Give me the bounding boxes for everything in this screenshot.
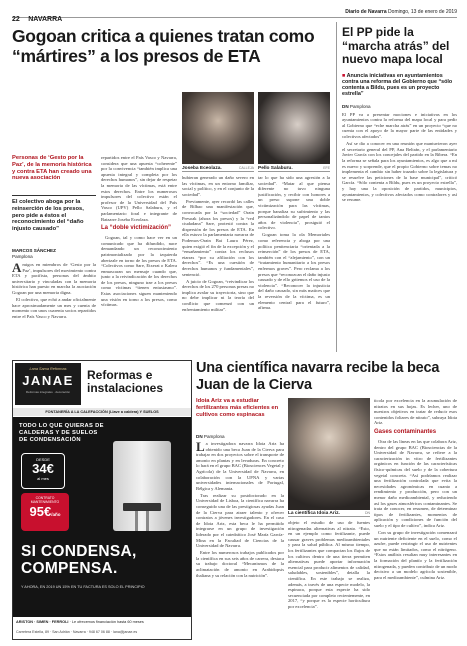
story2-bullet: ■ Anuncia iniciativas en ayuntamientos contra una reforma del Gobierno que “sólo contenta a Bildu, pues es un proyecto estrella” <box>342 72 453 98</box>
ad-price1-badge: DESDE 34€ al mes <box>21 453 65 489</box>
story1-column2: repartidos entre el País Vasco y Navarra, considera que una apuesta “coherente” por la convivencia “también implica una apuesta integral y completa por los derechos humanos”, sin dejar de respetar la memoria de las víctimas, está entre estos derechos. Entre los numerosos impulsores del colectivo están el profesor de la Universidad del País Vasco (UPV) Pello Salaburu, y el parlamentario foral e integrante de Batzarre Joseba Eceolaza. La “doble victimización” Gogoan, tal y como hace ver en un comunicado que ha difundido, nace demandando un reconocimiento patrimonializado por la izquierda abertzale en torno de los presos de ETA. “Colectivos como Sare, Etxerat o Kalera enmascaran un mensaje cuando que, junto a la reivindicación de los derechos de los presos, ninguno trae a los presos como víctimas “tienen entusiasmo”. Estas asociaciones siguen manteniendo una visión en torno a los presos, como víctimas. <box>101 155 177 308</box>
ad-price2-badge: CONTRATO MANTENIMIENTO 95€/año <box>21 493 69 531</box>
ad-slogan: SI CONDENSA, COMPENSA. <box>21 543 137 577</box>
photo-idoia-ariz <box>288 398 370 510</box>
photo3-caption: La científica Idoia Ariz. DN <box>288 511 370 516</box>
story2-tagline: DN Pamplona <box>342 103 371 109</box>
masthead: Diario de Navarra <box>345 9 387 15</box>
story1-subhead: La “doble victimización” <box>101 225 172 232</box>
ad-offer: TODO LO QUE QUIERAS DE CALDERAS Y DE SUELOS DE CONDENSACIÓN <box>19 423 104 443</box>
story3-standfirst: Idoia Ariz va a estudiar fertilizantes más eficientes en cultivos como espinacas <box>196 398 279 418</box>
byline-place: Pamplona <box>12 253 33 259</box>
story2-headline: El PP pide la “marcha atrás” del nuevo mapa local <box>342 25 450 66</box>
boiler-image <box>113 441 171 531</box>
photo1-caption: Joseba Eceolaza. CALLEJA <box>182 166 254 171</box>
ad-brand-small: Lana Sama Reformas <box>29 367 67 371</box>
story1-column3: hubieran generado un daño severo en las víctimas, en un entorno familiar, social y político, y en el conjunto de la sociedad”. Previamente, ayer recordó las calles de Bilbao una manifestación que, convocada por la “sociedad” Orain Presoak (ahora los presos) y la “red ciudadana” Sare, protestó contra la dispersión de los presos de ETA. En ella estuvo la parlamentaria navarra de Podemos-Orain Bai Laura Pérez, quien exigió el fin de la excepción y el “ensañamiento” contra los reclusos etarras “por su afiliación con los derechos”. “Es una cuestión de derechos humanos y fundamentales”, sentenció. A juicio de Gogoan, “reivindicar los derechos de los 270 personas presas no implica avalar su trayectoria, sino que no debe implicar ni la teoría del conflicto que comenzó con un enfrentamiento militar”. <box>182 175 254 312</box>
story3-headline: Una científica navarra recibe la beca Juan de la Cierva <box>196 360 440 393</box>
date: Domingo, 13 de enero de 2019 <box>388 9 457 15</box>
ad-brand-box <box>15 363 81 405</box>
ad-small-print: Y AHORA, EN 2019 UN 15% EN TU FACTURA ES SOLO EL PRINCIPIO <box>21 585 145 589</box>
ad-title: Reformas e instalaciones <box>87 368 164 395</box>
story1-byline <box>12 248 96 259</box>
ad-financing-strip: FONTANERÍA A LA CALEFACCIÓN (Llave a caldera) Y SUELOS <box>13 408 191 416</box>
story2-body: El PP va a presentar mociones e iniciativas en los ayuntamientos contra la reforma del mapa local y para pedir al Gobierno que “eche marcha atrás” en un proyecto “que no cuenta con el apoyo de la mayor parte de las entidades y colectivos afectados”. Así se dio a conocer en una reunión que mantuvieron ayer el secretario general del PP, Ana Beltrán, y el parlamentario Javier García con los concejales del partido en la Ribera. “En la reforma se señala para los ayuntamientos, es algo que a mí es nuevo y sorprende, que el propio Gobierno sobre temas no implementa el cambio sin haber trazado sobre la legislatura y se resuelve las peticiones de la base municipal”, criticó García. “Sólo contenta a Bildu, pues es un proyecto estrella”, y hay una la oposición de partidos, municipios, ayuntamientos, y colectivos afectados como contralores y así se resume. <box>342 111 457 203</box>
story3-column3: ticola por excelencia en la acumulación de nitratos en sus hojas. Es lecher, uno de nuestros objetivos en tratar de reducir esos contenidos foliares de nitrato”, subraya Idoia Ariz. Gases contaminantes Otra de las líneas en las que colabora Ariz, dentro del grupo BAC (Biosciencias de la Universidad de Navarra, se refiere a la caracterización in vitro de fertilizantes orgánicos en función de las características físico-químicas del suelo y de la cobertura vegetal concreta. “Así podríamos realizar una fertilización controlada que evita la necesidades agronómicas en cuanto a rendimiento y producción, pero con un menor daño medioambiental, y reduciendo así los gases atmosféricos contaminantes. Se trata de conocer, en resumen, de determinar tipos de fertilizantes, momentos de aplicación y condiciones de función del suelo y el tipo de cultivo”, indica Ariz. Con su grupo de investigación comenzará un nutriente deficiente en el suelo, como el azufre, puede restringir el uso de nutrientes que no están limitados, como el nitrógeno. “Estos análisis resultan muy interesantes en la formación del plantío y la fertilización nitrogenada, y pueden contribuir de un modo decisivo a un modelo agrícola sostenible, para el medioambiente”, culmina Ariz. <box>374 398 457 580</box>
section-name: NAVARRA <box>28 16 63 23</box>
story3-subhead: Gases contaminantes <box>374 428 437 435</box>
story2-box <box>336 22 457 352</box>
story1-highlight: El colectivo aboga por la reinserción de los presos, pero pide a éstos el reconocimiento del “daño injusto causado” <box>12 195 96 233</box>
byline: MARCOS SÁNCHEZ <box>12 248 56 253</box>
bullet-icon: ■ <box>342 72 347 79</box>
page-header <box>12 8 457 23</box>
ad-black-panel <box>13 417 191 617</box>
story1-standfirst: Personas de ‘Gesto por la Paz’, de la memoria histórica y contra ETA han creado una nueva asociación <box>12 155 92 182</box>
ad-brand-sub: Reformas integrales · decoración <box>25 390 71 394</box>
photo-pello-salaburu <box>258 92 330 164</box>
story3-column2: objeto el estudio de uso de fuentes nitrogenadas alternativas al nitrato. “Esto, en un ejemplo como fertilizante, puede causar graves problemas medioambientales y para la salud pública. Al mismo tiempo, los fertilizantes que compactan los flujos de los cultivos dentro de una tierra permiten alternativas puede aportar información esencial para producir alimentos de calidad, saludables, sostenibles”, detalla la científica. En este trabajo se realiza, además, a través de una especie modelo, la espinaca, porque esta especie ha sido secuenciada por completo recientemente, en 2017, “y porque es la especie horticultura por excelencia”. <box>288 520 370 609</box>
story1-column1: Amigos en miembros de ‘Gesto por la Paz’, impulsores del movimiento contra ETA y pacifista, personas del ámbito universitario y vinculadas con la memoria histórica han puesto en marcha la asociación Gogoan por una memoria digna. El colectivo, que echó a andar oficialmente hace aproximadamente un mes y cuenta de momento con unos cuarenta socios repartidos entre el País Vasco y Navarra. <box>12 262 96 319</box>
ad-brand-logo: JANAE <box>22 373 74 388</box>
janae-advertisement[interactable] <box>12 360 192 640</box>
page-number: 22 <box>12 16 20 23</box>
story3-tagline: DN Pamplona <box>196 434 225 439</box>
ad-address[interactable]: Carretera Estella, 89 · San Adrián · Navarra · 948 67 06 88 · lana@janae.es <box>16 630 138 634</box>
photo-joseba-eceolaza <box>182 92 254 164</box>
photo2-caption: Pello Salaburu. EFE <box>258 166 330 171</box>
story1-headline: Gogoan critica a quienes tratan como “mártires” a los presos de ETA <box>12 26 315 66</box>
ad-footer: ARISTON · SIMEN · FERROLI · Le ofrecemos financiación hasta 60 meses <box>16 620 144 624</box>
story3-column1: La investigadora navarra Idoia Ariz ha obtenido una beca Juan de la Cierva para trabajar en dos proyectos sobre el transporte de amonio en plantas y en levaduras. En concreto lo hará en el grupo BAC (Biosciences Vegetal y Agrícola) de la Universidad de Navarra, en colaboración con la UPNA y varias universidades internacionales de Portugal, Bélgica y Alemania. Tras realizar su postdoctorado en la Universidad de Lisboa, la científica navarra ha conseguido una de las prestigiosas ayudas Juan de la Cierva para atraer talento y ofrecer contratos a jóvenes investigadores. En el caso de Idoia Ariz, esta beca le ha permitido integrarse en un grupo de investigación liderado por el catedrático José María García-Mina en la Facultad de Ciencias de la Universidad de Navarra. Entre los numerosos trabajos publicados por la científica en sus seis años de carrera, destaca su trabajo doctoral “Mecanismos de la aclimatación de amonio en Arabidopsis thaliana y su relación con la nutrición”. <box>196 441 284 578</box>
story1-column4: tar lo que ha sido una agresión a la sociedad”. “Matar al que piensa diferente no tuvo ninguna justificación, y recibir con honores a un preso supone una doble victimización para las víctimas, porque banaliza su sufrimiento y las personalizándolo de papel de tantos años de violencia”, prosiguió el colectivo. Gogoan toma la ola Memoriales como referencia y aboga por una política penitenciaria “orientada a la reinserción” de los presos de ETA, también con el “alejamiento”, con un “tratamiento humanitario a los presos enfermos graves”. Pero reclama a los presos que “reconozcan el daño injusto causado y de ello gritemos el uso de la violencia”. “Reconocer la injusticia del daño causado, sin más matices que la reversión de la víctima, es un elemento central para el futuro”, afirma. <box>258 175 330 311</box>
